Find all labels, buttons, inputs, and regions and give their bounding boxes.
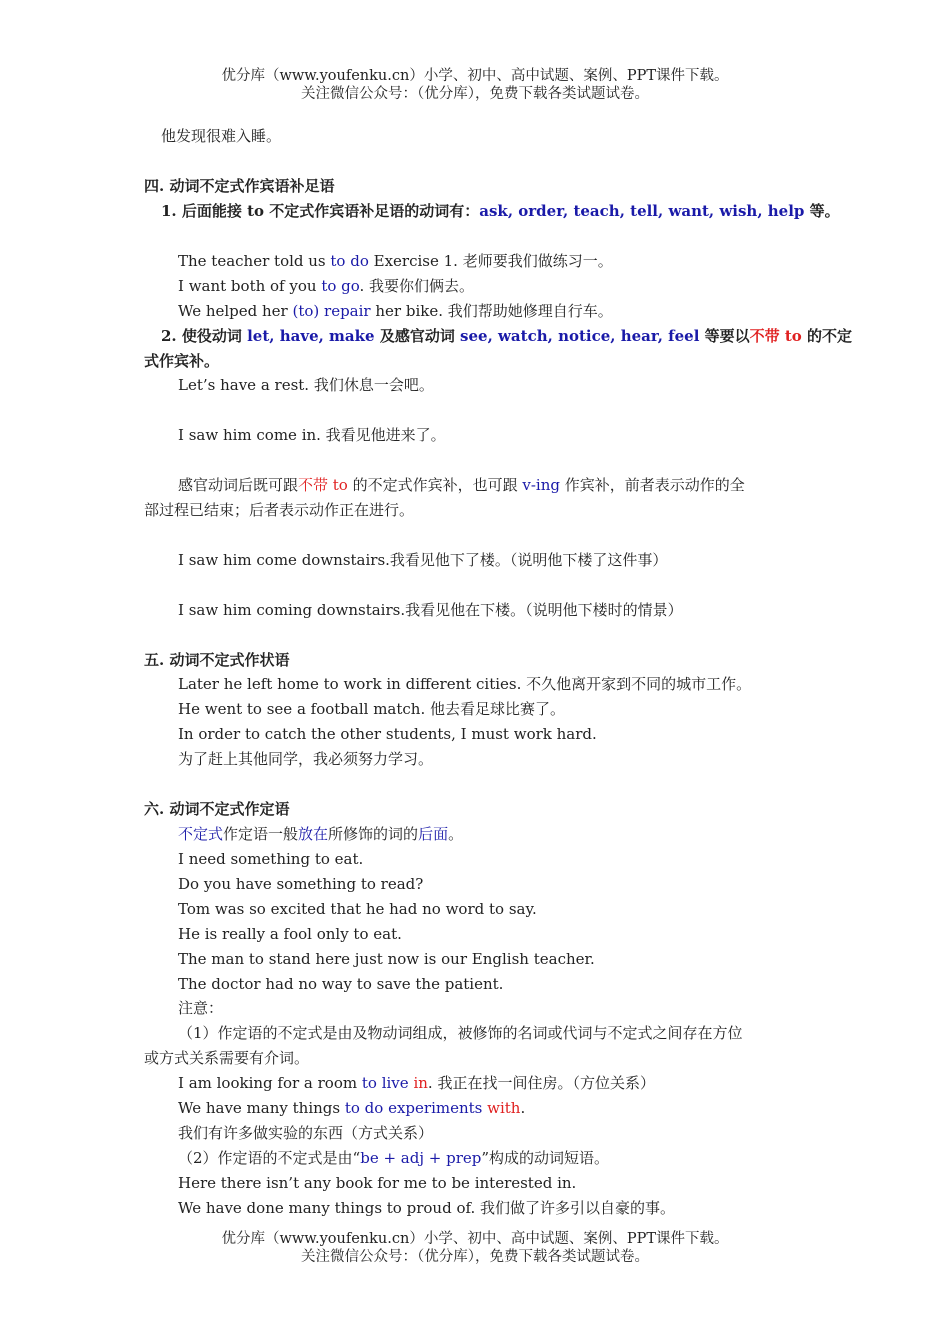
- s4-point-2: [161, 324, 852, 349]
- s6-line-1: I need something to eat.: [178, 850, 364, 868]
- s6-line-5: The man to stand here just now is our English teacher.: [178, 950, 595, 968]
- highlight: see, watch, notice, hear, feel: [460, 327, 700, 345]
- s4-example-2: [178, 274, 474, 299]
- highlight: be + adj + prep: [360, 1149, 482, 1167]
- s4-example-3: [178, 299, 613, 324]
- text: I am looking for a room: [178, 1074, 362, 1092]
- s4-example-1: [178, 249, 613, 274]
- s4-example-6: I saw him come downstairs.我看见他下了楼。（说明他下楼了这件事）: [178, 551, 668, 569]
- text: （2）作定语的不定式是由“: [178, 1149, 361, 1167]
- footer-line-2: 关注微信公众号：（优分库），免费下载各类试题试卷。: [301, 1249, 649, 1265]
- highlight: v-ing: [522, 476, 560, 494]
- s6-note-label: 注意：: [178, 999, 224, 1017]
- text: 及感官动词: [374, 327, 461, 345]
- s4-p1-words: ask, order, teach, tell, want, wish, help: [479, 202, 805, 220]
- footer-line-1: 优分库（www.youfenku.cn）小学、初中、高中试题、案例、PPT课件下载。: [221, 1231, 729, 1247]
- section-4-title: 四. 动词不定式作宾语补足语: [144, 177, 335, 195]
- s6-note-2: [178, 1146, 609, 1171]
- text: We have many things: [178, 1099, 345, 1117]
- highlight-red: 不带 to: [298, 476, 348, 494]
- section-5-title: 五. 动词不定式作状语: [144, 651, 290, 669]
- s4-note-line-1: [178, 473, 745, 498]
- s4-point-2-cont: 式作宾补。: [144, 352, 220, 370]
- s6-line-4: He is really a fool only to eat.: [178, 925, 402, 943]
- s5-line-4: 为了赶上其他同学，我必须努力学习。: [178, 750, 434, 768]
- text: I want both of you: [178, 277, 322, 295]
- text: 作宾补，前者表示动作的全: [560, 476, 745, 494]
- text: ”构成的动词短语。: [481, 1149, 610, 1167]
- highlight: to do: [330, 252, 369, 270]
- text: Exercise 1. 老师要我们做练习一。: [368, 252, 613, 270]
- s6-line-2: Do you have something to read?: [178, 875, 424, 893]
- s4-example-7: I saw him coming downstairs.我看见他在下楼。（说明他下楼时的情景）: [178, 601, 683, 619]
- s6-example-2: [178, 1096, 525, 1121]
- intro-line: 他发现很难入睡。: [161, 127, 282, 145]
- highlight: to do experiments: [344, 1099, 483, 1117]
- highlight: (to) repair: [292, 302, 371, 320]
- text: 所修饰的词的: [328, 825, 419, 843]
- header-line-2: 关注微信公众号：（优分库），免费下载各类试题试卷。: [301, 86, 649, 102]
- text: The teacher told us: [178, 252, 331, 270]
- text: . 我要你们俩去。: [359, 277, 475, 295]
- page-footer: [0, 1230, 950, 1266]
- text: .: [520, 1099, 526, 1117]
- text: 等要以: [699, 327, 750, 345]
- text: . 我正在找一间住房。（方位关系）: [427, 1074, 655, 1092]
- highlight: 放在: [298, 825, 329, 843]
- s6-example-1: [178, 1071, 655, 1096]
- page-header: [0, 67, 950, 103]
- s5-line-2: He went to see a football match. 他去看足球比赛了。: [178, 700, 565, 718]
- highlight: 不定式: [178, 825, 224, 843]
- text: 的不定式作宾补，也可跟: [347, 476, 523, 494]
- s6-line-6: The doctor had no way to save the patient.: [178, 975, 504, 993]
- s6-note-1b: 或方式关系需要有介词。: [144, 1049, 310, 1067]
- text: 的不定: [801, 327, 853, 345]
- s5-line-3: In order to catch the other students, I must work hard.: [178, 725, 597, 743]
- header-line-1: 优分库（www.youfenku.cn）小学、初中、高中试题、案例、PPT课件下载。: [221, 68, 729, 84]
- text: her bike. 我们帮助她修理自行车。: [370, 302, 613, 320]
- s6-example-4: We have done many things to proud of. 我们做了许多引以自豪的事。: [178, 1199, 676, 1217]
- highlight: let, have, make: [247, 327, 375, 345]
- highlight: 后面: [418, 825, 449, 843]
- s6-rule: [178, 822, 463, 847]
- text: 。: [448, 825, 464, 843]
- s6-line-3: Tom was so excited that he had no word to say.: [178, 900, 537, 918]
- s4-example-5: I saw him come in. 我看见他进来了。: [178, 426, 446, 444]
- section-6-title: 六. 动词不定式作定语: [144, 800, 290, 818]
- highlight-red: 不带 to: [749, 327, 802, 345]
- text: We helped her: [178, 302, 293, 320]
- s4-p1-tail: 等。: [804, 202, 840, 220]
- s4-note-line-2: 部过程已结束；后者表示动作正在进行。: [144, 501, 415, 519]
- s6-note-1a: （1）作定语的不定式是由及物动词组成，被修饰的名词或代词与不定式之间存在方位: [178, 1024, 743, 1042]
- s4-p1-lead: 1. 后面能接 to 不定式作宾语补足语的动词有：: [161, 202, 480, 220]
- text: 感官动词后既可跟: [178, 476, 299, 494]
- text: 作定语一般: [223, 825, 299, 843]
- s4-point-1: [161, 199, 840, 224]
- s6-example-2-cn: 我们有许多做实验的东西（方式关系）: [178, 1124, 434, 1142]
- highlight-red: in: [413, 1074, 428, 1092]
- s4-example-4: Let’s have a rest. 我们休息一会吧。: [178, 376, 434, 394]
- text: 2. 使役动词: [161, 327, 248, 345]
- highlight-red: with: [487, 1099, 521, 1117]
- highlight: to live: [361, 1074, 409, 1092]
- s6-example-3: Here there isn’t any book for me to be interested in.: [178, 1174, 577, 1192]
- s5-line-1: Later he left home to work in different cities. 不久他离开家到不同的城市工作。: [178, 675, 752, 693]
- highlight: to go: [321, 277, 360, 295]
